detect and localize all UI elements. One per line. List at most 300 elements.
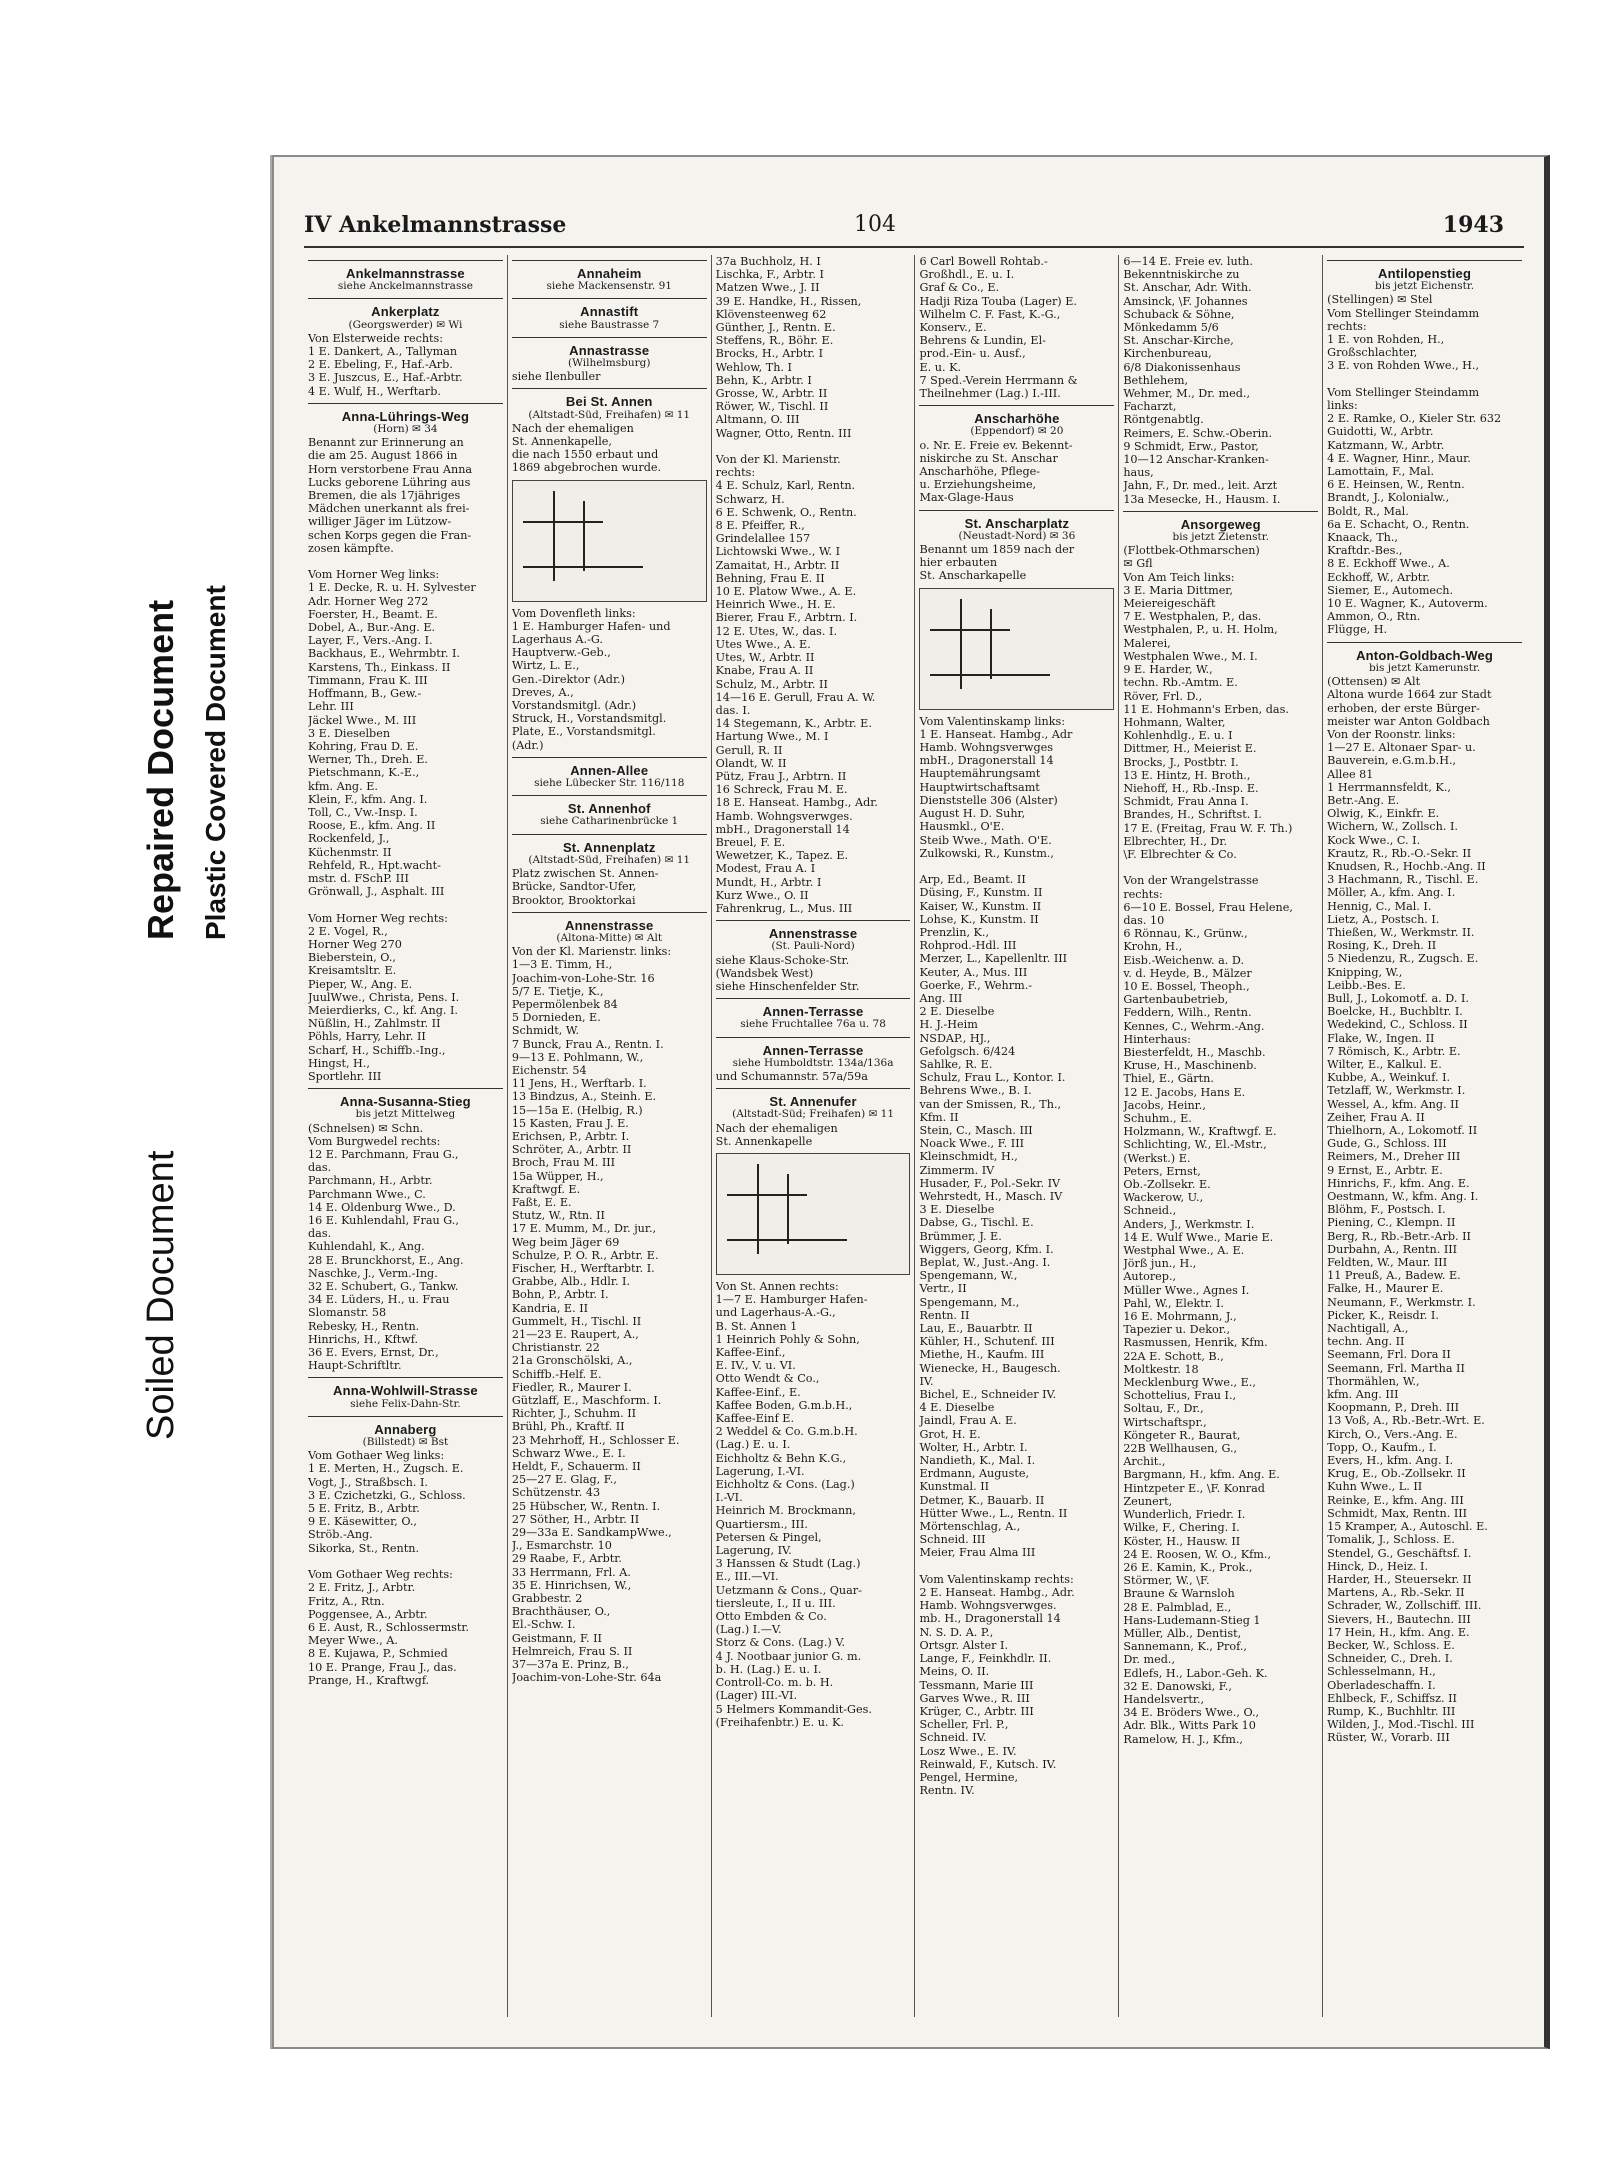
directory-entry: J., Esmarchstr. 10 [511, 1539, 612, 1553]
directory-entry: H. J.-Heim [919, 1018, 978, 1032]
directory-entry: Wiggers, Georg, Kfm. I. [919, 1242, 1054, 1256]
directory-entry [1123, 861, 1318, 874]
directory-entry: Kohlenhdlg., E. u. I [1123, 729, 1233, 743]
street-title: Anna-Wohlwill-Strasse [333, 1383, 478, 1399]
directory-entry: mbH., Dragonerstall 14 [919, 754, 1054, 768]
directory-entry: Miethe, H., Kaufm. III [919, 1348, 1045, 1362]
directory-entry: Fiedler, R., Maurer I. [511, 1380, 632, 1394]
directory-entry: Meins, O. II. [919, 1665, 990, 1679]
directory-entry: Schottelius, Frau I., [1123, 1389, 1237, 1403]
directory-entry: Lamottain, F., Mal. [1327, 465, 1435, 479]
street-subtitle: (Altstadt-Süd, Freihafen) ✉ 11 [528, 408, 691, 421]
directory-entry: Krautz, R., Rb.-O.-Sekr. II [1327, 846, 1472, 860]
directory-entry: Vom Valentinskamp links: [919, 714, 1066, 728]
directory-entry: Lau, E., Bauarbtr. II [919, 1322, 1033, 1336]
directory-entry: Bekenntniskirche zu [1123, 268, 1240, 282]
directory-entry: Boelcke, H., Buchbltr. I. [1327, 1005, 1463, 1019]
directory-entry: Gützlaff, E., Maschform. I. [511, 1394, 662, 1408]
map-street-line [523, 521, 603, 523]
directory-entry: Struck, H., Vorstandsmitgl. [511, 712, 667, 726]
section-divider [919, 405, 1114, 406]
street-title: Annen-Terrasse [762, 1042, 864, 1058]
directory-entry: Vom Stellinger Steindamm [1327, 306, 1480, 320]
section-divider [308, 1377, 503, 1378]
directory-entry: Großhdl., E. u. I. [919, 268, 1015, 282]
directory-entry: Durbahn, A., Rentn. III [1327, 1242, 1458, 1256]
directory-entry: Graf & Co., E. [919, 281, 1000, 295]
directory-entry: mstr. d. FSchP. III [308, 871, 409, 885]
directory-entry: Bierer, Frau F., Arbtrn. I. [715, 611, 858, 625]
directory-entry: Werner, Th., Dreh. E. [308, 753, 428, 767]
directory-entry: 12 E. Parchmann, Frau G., [308, 1148, 459, 1161]
directory-entry: Nandieth, K., Mal. I. [919, 1454, 1036, 1468]
street-title: St. Annenplatz [562, 839, 656, 855]
directory-entry: 10 E. Wagner, K., Autoverm. [1327, 597, 1488, 611]
directory-entry: Joachim-von-Lohe-Str. 16 [511, 971, 655, 985]
street-subtitle: (St. Pauli-Nord) [771, 940, 855, 953]
directory-entry: erhoben, der erste Bürger- [1327, 701, 1480, 715]
directory-entry: 2 E. Fritz, J., Arbtr. [308, 1581, 416, 1595]
directory-entry: siehe Klaus-Schoke-Str. [715, 953, 850, 967]
directory-entry: Hinrichs, H., Kftwf. [308, 1332, 419, 1346]
directory-entry: Grabbestr. 2 [511, 1592, 583, 1606]
directory-entry: Amsinck, \F. Johannes [1123, 294, 1248, 308]
directory-entry: 17 E. (Freitag, Frau W. F. Th.) [1123, 821, 1293, 835]
directory-entry: Eichholtz & Behn K.G., [715, 1451, 847, 1465]
directory-entry: Theilnehmer (Lag.) I.-III. [919, 387, 1061, 401]
directory-entry: 12 E. Utes, W., das. I. [715, 624, 837, 638]
directory-entry: Heinrich M. Brockmann, [715, 1504, 856, 1518]
section-divider [308, 1416, 503, 1417]
directory-entry: Hauptemährungsamt [919, 767, 1041, 781]
directory-entry: Meiereigeschäft [1123, 597, 1216, 611]
directory-entry: Günther, J., Rentn. E. [715, 321, 836, 335]
directory-entry: Christianstr. 22 [511, 1341, 600, 1355]
directory-entry: Topp, O., Kaufm., I. [1327, 1440, 1437, 1454]
directory-entry [308, 898, 503, 911]
street-subtitle: (Horn) ✉ 34 [373, 423, 438, 436]
column-4 [915, 255, 1119, 2017]
directory-entry: 14 E. Oldenburg Wwe., D. [308, 1200, 456, 1214]
directory-entry: Bichel, E., Schneider IV. [919, 1388, 1057, 1402]
directory-entry: 23 Mehrhoff, H., Schlosser E. [511, 1433, 680, 1447]
directory-entry: Grabbe, Alb., Hdlr. I. [511, 1275, 631, 1289]
directory-entry: 1—3 E. Timm, H., [511, 958, 613, 972]
directory-entry: und Lagerhaus-A.-G., [715, 1306, 836, 1320]
directory-entry: Schneid. IV. [919, 1731, 987, 1745]
directory-entry: Krüger, C., Arbtr. III [919, 1704, 1034, 1718]
directory-entry: 17 Hein, H., kfm. Ang. E. [1327, 1625, 1470, 1639]
directory-entry: St. Annenkapelle [715, 1134, 813, 1148]
directory-entry: Meier, Frau Alma III [919, 1546, 1036, 1560]
directory-entry: August H. D. Suhr, [919, 807, 1026, 821]
section-divider [716, 920, 911, 921]
directory-entry: williger Jäger im Lützow- [308, 515, 452, 529]
section-divider [716, 998, 911, 999]
directory-entry: Seemann, Frl. Dora II [1327, 1348, 1451, 1362]
directory-entry: Gartenbaubetrieb, [1123, 993, 1229, 1007]
directory-entry: hier erbauten [919, 556, 998, 570]
directory-entry: Rasmussen, Henrik, Kfm. [1123, 1336, 1268, 1350]
street-subtitle: (Eppendorf) ✉ 20 [970, 425, 1064, 438]
directory-entry: Klein, F., kfm. Ang. I. [308, 792, 428, 806]
directory-entry: u. Erziehungsheime, [919, 478, 1037, 492]
directory-entry: Von Am Teich links: [1123, 570, 1235, 584]
directory-entry: Blöhm, F., Postsch. I. [1327, 1203, 1446, 1217]
directory-entry: (Flottbek-Othmarschen) [1123, 544, 1260, 558]
directory-entry: Husader, F., Pol.-Sekr. IV [919, 1176, 1061, 1190]
column-6 [1323, 255, 1526, 2017]
directory-entry: (Freihafenbtr.) E. u. K. [715, 1715, 844, 1729]
directory-entry: Hauptverw.-Geb., [511, 646, 611, 660]
directory-entry: Otto Wendt & Co., [715, 1372, 820, 1386]
street-title: Anton-Goldbach-Weg [1356, 647, 1494, 663]
map-street-line [930, 629, 1010, 631]
directory-entry: Adr. Horner Weg 272 [308, 594, 429, 608]
directory-entry: Schuback & Söhne, [1123, 307, 1235, 321]
directory-entry: Behn, K., Arbtr. I [715, 373, 812, 387]
directory-entry: 27 Söther, H., Arbtr. II [511, 1512, 640, 1526]
directory-entry: Olwig, K., Einkfr. E. [1327, 807, 1440, 821]
directory-entry: Von St. Annen rechts: [715, 1280, 839, 1293]
directory-entry: Großschlachter, [1327, 346, 1418, 360]
directory-entry: Altmann, O. III [715, 413, 800, 427]
directory-entry: Hartung Wwe., M. I [715, 730, 829, 744]
directory-entry: Martens, A., Rb.-Sekr. II [1327, 1586, 1465, 1600]
directory-entry: Feddern, Wilh., Rentn. [1123, 1006, 1252, 1020]
directory-entry: 29—33a E. SandkampWwe., [511, 1526, 672, 1540]
directory-entry: Slomanstr. 58 [308, 1306, 387, 1320]
directory-entry: Kaffee Boden, G.m.b.H., [715, 1398, 853, 1412]
directory-entry: Olandt, W. II [715, 756, 787, 770]
directory-entry: Kaiser, W., Kunstm. II [919, 899, 1042, 913]
directory-entry: Scharf, H., Schiffb.-Ing., [308, 1043, 446, 1057]
directory-entry: Foerster, H., Beamt. E. [308, 607, 438, 621]
directory-entry: Rebesky, H., Rentn. [308, 1319, 420, 1333]
directory-entry: Stein, C., Masch. III [919, 1123, 1033, 1137]
directory-entry: siehe Ilenbuller [511, 370, 601, 384]
directory-entry: Wackerow, U., [1123, 1191, 1204, 1205]
column-2 [508, 255, 712, 2017]
street-title: Annen-Terrasse [762, 1004, 864, 1020]
directory-entry: 13 Voß, A., Rb.-Betr.-Wrt. E. [1327, 1414, 1485, 1428]
directory-entry: 3 E. von Rohden Wwe., H., [1327, 359, 1480, 373]
directory-entry: tiersleute, I., II u. III. [715, 1596, 836, 1610]
directory-entry: Oberladeschaffn. I. [1327, 1678, 1436, 1692]
directory-entry: Hauptwirtschaftsamt [919, 780, 1040, 794]
directory-entry: Goerke, F., Wehrm.- [919, 978, 1033, 992]
directory-entry: Krohn, H., [1123, 940, 1183, 954]
directory-entry: 10 E. Prange, Frau J., das. [308, 1660, 457, 1674]
directory-entry: 4 E. Wulf, H., Werftarb. [308, 384, 441, 398]
directory-entry: Nachtigall, A., [1327, 1322, 1409, 1336]
directory-entry: links: [1327, 399, 1358, 413]
directory-entry: Vom Horner Weg rechts: [308, 911, 448, 925]
directory-entry: Gude, G., Schloss. III [1327, 1137, 1447, 1151]
directory-entry: Von der Roonstr. links: [1327, 727, 1456, 741]
directory-entry: 6 E. Schwenk, O., Rentn. [715, 505, 857, 519]
directory-entry: Rehfeld, R., Hpt.wacht- [308, 858, 441, 872]
directory-entry: 9—13 E. Pohlmann, W., [511, 1050, 644, 1064]
directory-entry: 8 E. Kujawa, P., Schmied [308, 1647, 448, 1661]
directory-entry: Heinrich Wwe., H. E. [715, 598, 836, 612]
directory-entry: prod.-Ein- u. Ausf., [919, 347, 1026, 361]
directory-entry: Mundt, H., Arbtr. I [715, 875, 822, 889]
directory-entry: Wirtschaftspr., [1123, 1415, 1207, 1429]
directory-entry: 1—27 E. Altonaer Spar- u. [1327, 741, 1476, 755]
directory-entry: techn. Ang. II [1327, 1335, 1405, 1349]
directory-entry: Rentn. IV. [919, 1784, 975, 1798]
directory-entry: 15 Kasten, Frau J. E. [511, 1116, 629, 1130]
section-divider [919, 510, 1114, 511]
directory-entry: Mörtenschlag, A., [919, 1520, 1021, 1534]
directory-entry: Kraftwgf. E. [511, 1182, 581, 1196]
directory-entry: rechts: [1123, 887, 1163, 901]
street-subtitle: siehe Anckelmannstrasse [337, 280, 473, 293]
directory-entry: Falke, H., Maurer E. [1327, 1282, 1444, 1296]
directory-entry: Utes, W., Arbtr. II [715, 651, 815, 665]
directory-entry: (Adr.) [511, 738, 544, 752]
directory-entry: Brümmer, J. E. [919, 1229, 1002, 1243]
section-divider [512, 912, 707, 913]
directory-entry: Kandria, E. II [511, 1301, 589, 1315]
directory-entry: haus, [1123, 466, 1154, 480]
directory-entry: Von der Kl. Marienstr. [715, 453, 841, 467]
directory-entry: 14 E. Wulf Wwe., Marie E. [1123, 1230, 1274, 1244]
directory-entry: Wienecke, H., Baugesch. [919, 1361, 1061, 1375]
directory-entry: Holzmann, W., Kraftwgf. E. [1123, 1125, 1277, 1139]
section-divider [716, 1037, 911, 1038]
directory-entry: 2 E. Ebeling, F., Haf.-Arb. [308, 358, 453, 372]
directory-entry: Bauverein, e.G.m.b.H., [1327, 754, 1457, 768]
directory-entry: Pöhls, Harry, Lehr. II [308, 1030, 426, 1044]
directory-entry: (Schnelsen) ✉ Schn. [308, 1121, 424, 1135]
directory-entry: Braune & Warnsloh [1123, 1587, 1235, 1601]
directory-entry: Noack Wwe., F. III [919, 1137, 1025, 1151]
directory-entry: Lichtowski Wwe., W. I [715, 545, 841, 559]
directory-entry: Ortsgr. Alster I. [919, 1638, 1009, 1652]
directory-entry: Rump, K., Buchhltr. III [1327, 1704, 1456, 1718]
directory-entry: Hamb. Wohngsverwges [919, 741, 1053, 755]
directory-entry: Wilter, E., Kalkul. E. [1327, 1057, 1442, 1071]
directory-entry: 5 Niedenzu, R., Zugsch. E. [1327, 952, 1479, 966]
directory-entry: Mecklenburg Wwe., E., [1123, 1376, 1256, 1390]
directory-entry: 1 E. Hamburger Hafen- und [511, 619, 671, 633]
street-subtitle: bis jetzt Mittelweg [355, 1108, 456, 1121]
directory-entry: Köster, H., Hausw. II [1123, 1534, 1241, 1548]
directory-entry: Richter, J., Schuhm. II [511, 1407, 637, 1421]
directory-entry: Wehlow, Th. I [715, 360, 792, 374]
directory-entry: Thielhorn, A., Lokomotf. II [1327, 1124, 1478, 1137]
directory-entry: 13 Bindzus, A., Steinh. E. [511, 1090, 657, 1104]
directory-entry: Müller, Alb., Dentist, [1123, 1626, 1242, 1640]
directory-entry: Dobel, A., Bur.-Ang. E. [308, 621, 436, 635]
page-number: 104 [854, 212, 896, 237]
directory-entry: Brühl, Ph., Kraftf. II [511, 1420, 625, 1434]
section-divider [308, 260, 503, 261]
directory-entry: Vom Stellinger Steindamm [1327, 385, 1480, 399]
directory-entry: 4 E. Wagner, Hinr., Maur. [1327, 451, 1471, 465]
directory-entry: Schwarz, H. [715, 492, 785, 506]
directory-entry: Hintzpeter E., \F. Konrad [1123, 1481, 1265, 1495]
directory-entry: Vogt, J., Straßbsch. I. [308, 1475, 428, 1489]
directory-entry: Reinke, E., kfm. Ang. III [1327, 1493, 1464, 1507]
plastic-covered-label: Plastic Covered Document [200, 585, 231, 940]
directory-entry: Evers, H., kfm. Ang. I. [1327, 1454, 1454, 1468]
directory-entry: Platz zwischen St. Annen- [511, 867, 659, 881]
street-title: Anna-Lührings-Weg [341, 408, 470, 424]
directory-entry: 16 Schreck, Frau M. E. [715, 783, 848, 797]
street-subtitle: (Altona-Mitte) ✉ Alt [556, 931, 663, 944]
directory-entry: Wunderlich, Friedr. I. [1123, 1508, 1246, 1522]
directory-entry: 1 E. von Rohden, H., [1327, 333, 1445, 347]
directory-entry: Zeunert, [1123, 1494, 1173, 1508]
directory-entry: Lischka, F., Arbtr. I [715, 268, 824, 282]
directory-entry: Timmann, Frau K. III [308, 673, 428, 687]
street-title: Ankerplatz [371, 304, 440, 320]
directory-entry: Leibb.-Bes. E. [1327, 978, 1406, 992]
directory-entry: Horn verstorbene Frau Anna [308, 462, 473, 476]
directory-entry: techn. Rb.-Amtm. E. [1123, 676, 1238, 690]
directory-entry: Sannemann, K., Prof., [1123, 1640, 1247, 1654]
directory-entry: das. [308, 1161, 332, 1175]
directory-entry: 9 E. Käsewitter, O., [308, 1515, 417, 1529]
directory-entry: E. IV., V. u. VI. [715, 1359, 796, 1373]
soiled-document-label: Soiled Document [140, 1150, 182, 1440]
directory-entry: 1 E. Dankert, A., Tallyman [308, 345, 458, 359]
directory-entry: Schulz, Frau L., Kontor. I. [919, 1071, 1066, 1085]
directory-entry: zosen kämpfte. [308, 541, 394, 555]
directory-entry: I.-VI. [715, 1491, 743, 1505]
directory-entry: 3 E. Dieselbe [919, 1203, 995, 1217]
directory-entry [919, 1560, 1114, 1573]
section-divider [1327, 642, 1522, 643]
directory-entry: Lagerhaus A.-G. [511, 633, 603, 647]
directory-entry: Scheller, Frl. P., [919, 1718, 1009, 1732]
directory-entry: Küchenmstr. II [308, 845, 392, 859]
directory-entry: Uetzmann & Cons., Quar- [715, 1583, 862, 1597]
column-3 [712, 255, 916, 2017]
street-subtitle: siehe Catharinenbrücke 1 [540, 815, 679, 828]
directory-entry: Kennes, C., Wehrm.-Ang. [1123, 1019, 1265, 1033]
directory-entry: Tetzlaff, W., Werkmstr. I. [1327, 1084, 1466, 1098]
directory-entry: Kunstmal. II [919, 1480, 990, 1494]
map-street-line [787, 1174, 789, 1244]
directory-entry: o. Nr. E. Freie ev. Bekennt- [919, 438, 1073, 452]
directory-entry [308, 555, 503, 568]
directory-entry: 2 E. Dieselbe [919, 1005, 995, 1019]
directory-entry: Klövensteenweg 62 [715, 307, 827, 321]
directory-entry: 1 E. Merten, H., Zugsch. E. [308, 1462, 464, 1476]
directory-entry: Wirtz, L. E., [511, 659, 580, 673]
directory-entry: Boldt, R., Mal. [1327, 504, 1409, 518]
directory-entry: 15a Wüpper, H., [511, 1169, 604, 1183]
directory-entry: meister war Anton Goldbach [1327, 714, 1490, 728]
directory-entry: Vom Valentinskamp rechts: [919, 1572, 1074, 1586]
directory-entry: 6a E. Schacht, O., Rentn. [1327, 517, 1470, 531]
directory-entry: Reimers, E. Schw.-Oberin. [1123, 426, 1273, 440]
section-divider [308, 298, 503, 299]
directory-entry: 9 Ernst, E., Arbtr. E. [1327, 1163, 1443, 1177]
directory-entry [1327, 373, 1522, 386]
directory-entry: Pepermölenbek 84 [511, 997, 618, 1011]
directory-entry: 25 Hübscher, W., Rentn. I. [511, 1499, 661, 1513]
year: 1943 [1442, 212, 1504, 238]
directory-page [272, 155, 1550, 2049]
directory-entry: Schmidt, Max, Rentn. III [1327, 1506, 1468, 1520]
directory-entry: (Lager) III.-VI. [715, 1689, 798, 1703]
directory-entry: Meyer Wwe., A. [308, 1634, 398, 1648]
directory-entry: Berg, R., Rb.-Betr.-Arb. II [1327, 1229, 1471, 1243]
directory-entry: Gummelt, H., Tischl. II [511, 1314, 642, 1328]
directory-entry: Archit., [1123, 1455, 1166, 1469]
directory-entry: N. S. D. A. P., [919, 1625, 994, 1639]
street-title: Ansorgeweg [1180, 516, 1261, 532]
directory-entry: Kühler, H., Schutenf. III [919, 1335, 1055, 1349]
directory-entry: Kuhlendahl, K., Ang. [308, 1240, 425, 1254]
directory-entry: 21—23 E. Raupert, A., [511, 1328, 639, 1341]
directory-entry: Brocks, H., Arbtr. I [715, 347, 824, 361]
directory-entry: Adr. Blk., Witts Park 10 [1123, 1719, 1256, 1733]
street-title: Anna-Susanna-Stieg [340, 1094, 471, 1110]
section-divider [1327, 260, 1522, 261]
directory-entry: Weg beim Jäger 69 [511, 1235, 620, 1249]
directory-entry: Harder, H., Steuersekr. II [1327, 1572, 1472, 1586]
directory-entry: Hinrichs, F., kfm. Ang. E. [1327, 1176, 1470, 1190]
street-title: Annenstrasse [768, 926, 858, 942]
directory-entry: Störmer, W., \F. [1123, 1574, 1210, 1588]
directory-entry: 6 Rönnau, K., Grünw., [1123, 927, 1248, 941]
directory-entry: Hinterhaus: [1123, 1032, 1191, 1046]
directory-entry: Wolter, H., Arbtr. I. [919, 1440, 1028, 1454]
directory-entry: 7 Sped.-Verein Herrmann & [919, 373, 1078, 387]
directory-entry: Rosing, K., Dreh. II [1327, 939, 1437, 953]
directory-entry: St. Annenkapelle, [511, 435, 612, 449]
directory-entry: 39 E. Handke, H., Rissen, [715, 294, 862, 308]
directory-entry: Katzmann, W., Arbtr. [1327, 438, 1445, 452]
directory-entry: Betr.-Ang. E. [1327, 793, 1400, 807]
directory-entry: 10—12 Anschar-Kranken- [1123, 453, 1269, 467]
directory-entry [716, 440, 911, 453]
directory-entry: 1 E. Decke, R. u. H. Sylvester [308, 581, 476, 595]
directory-entry: Schiffb.-Helf. E. [511, 1367, 602, 1381]
directory-entry: 8 E. Pfeiffer, R., [715, 519, 805, 533]
directory-entry: Schmidt, W. [511, 1024, 580, 1038]
directory-entry: 29 Raabe, F., Arbtr. [511, 1552, 622, 1566]
directory-entry: Röver, Frl. D., [1123, 689, 1203, 703]
directory-entry: Pietschmann, K.-E., [308, 766, 420, 780]
directory-entry: Hamb. Wohngsverwges. [919, 1599, 1057, 1613]
directory-entry: 4 J. Nootbaar junior G. m. [715, 1649, 862, 1663]
directory-entry: 10 E. Platow Wwe., A. E. [715, 585, 857, 599]
directory-entry: Von der Kl. Marienstr. links: [511, 945, 672, 959]
directory-entry: 15—15a E. (Helbig, R.) [511, 1103, 643, 1117]
directory-entry: Brandes, H., Schriftst. I. [1123, 808, 1262, 822]
directory-entry: Schlesselmann, H., [1327, 1665, 1436, 1679]
directory-entry: Von Elsterweide rechts: [308, 331, 444, 345]
directory-entry: Storz & Cons. (Lag.) V. [715, 1636, 845, 1650]
directory-entry: Neumann, F., Werkmstr. I. [1327, 1295, 1476, 1309]
directory-entry: Konserv., E. [919, 321, 987, 335]
directory-entry: 1—7 E. Hamburger Hafen- [715, 1293, 868, 1307]
directory-entry: das. [308, 1227, 332, 1241]
directory-entry: Tessmann, Marie III [919, 1678, 1034, 1692]
directory-entry: Zamaitat, H., Arbtr. II [715, 558, 840, 572]
directory-entry: 9 E. Harder, W., [1123, 663, 1213, 677]
directory-entry: 2 Weddel & Co. G.m.b.H. [715, 1425, 858, 1439]
directory-entry: Stendel, G., Geschäftsf. I. [1327, 1546, 1472, 1560]
directory-entry: 33 Herrmann, Frl. A. [511, 1565, 631, 1579]
